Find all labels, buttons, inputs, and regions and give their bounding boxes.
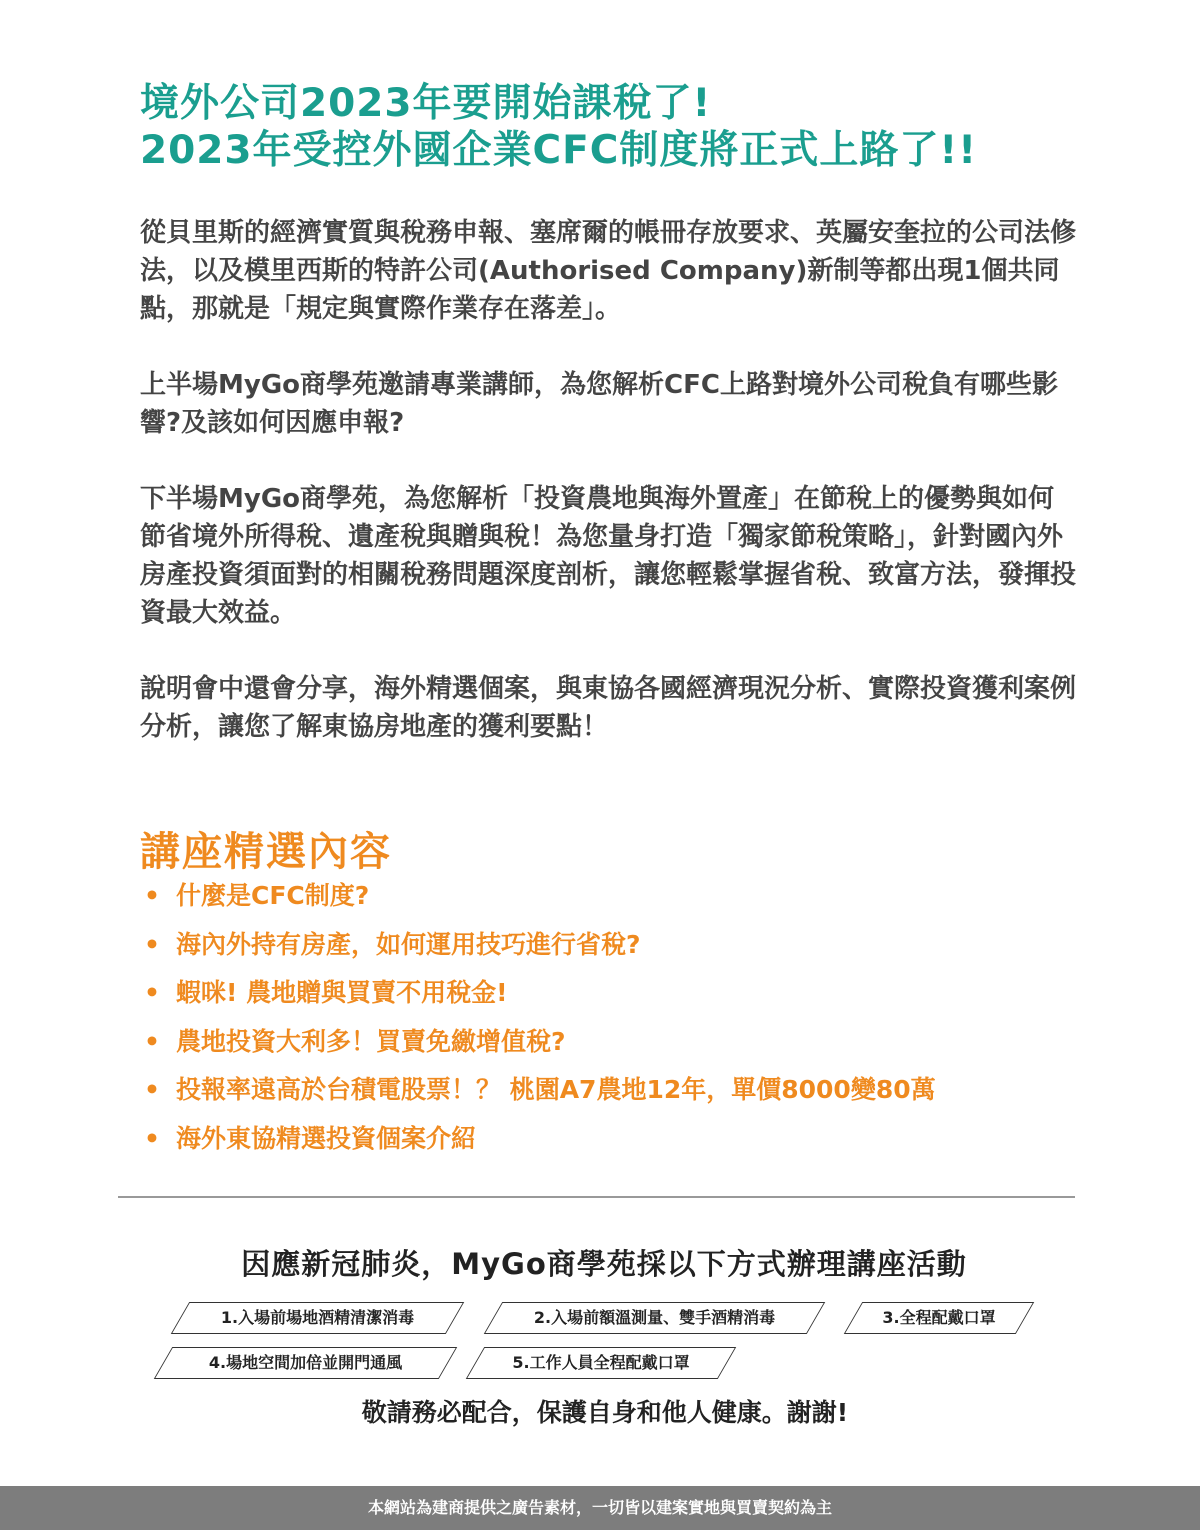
measure-label: 3.全程配戴口罩	[882, 1308, 996, 1327]
measure-label: 4.場地空間加倍並開門通風	[208, 1353, 403, 1372]
headline-line-2: 2023年受控外國企業CFC制度將正式上路了!!	[140, 128, 978, 173]
topic-text: 農地投資大利多！買賣免繳增值稅?	[176, 1026, 566, 1056]
intro-paragraph: 從貝里斯的經濟實質與稅務申報、塞席爾的帳冊存放要求、英屬安奎拉的公司法修法，以及模里西斯的特許公司(Authorised Company)新制等都出現1個共同點，那就是「規定與實際作業存在落差」。	[140, 218, 1077, 324]
measure-label: 5.工作人員全程配戴口罩	[512, 1353, 690, 1372]
measure-tag-2	[493, 1302, 816, 1334]
intro-paragraph: 上半場MyGo商學苑邀請專業講師，為您解析CFC上路對境外公司稅負有哪些影響?及該如何因應申報?	[140, 370, 1058, 438]
topic-text: 投報率遠高於台積電股票！？ 桃園A7農地12年，單價8000變80萬	[176, 1075, 936, 1104]
section-divider	[118, 1196, 1075, 1198]
intro-text	[140, 214, 1080, 784]
topics-list	[144, 872, 936, 1163]
bullet-icon: •	[144, 1123, 160, 1153]
intro-paragraph: 下半場MyGo商學苑，為您解析「投資農地與海外置產」在節稅上的優勢與如何節省境外所得稅、遺產稅與贈與稅！為您量身打造「獨家節稅策略」，針對國內外房產投資須面對的相關稅務問題深度剖析，讓您輕鬆掌握省稅、致富方法，發揮投資最大效益。	[140, 484, 1077, 628]
bullet-icon: •	[144, 1026, 160, 1056]
covid-title: 因應新冠肺炎，MyGo商學苑採以下方式辦理講座活動	[241, 1247, 967, 1281]
headline	[140, 80, 977, 174]
topic-item	[144, 1115, 936, 1164]
topics-title: 講座精選內容	[140, 829, 392, 875]
thanks-message: 敬請務必配合，保護自身和他人健康。謝謝!	[361, 1398, 849, 1427]
topic-item	[144, 1066, 936, 1115]
topic-text: 什麼是CFC制度?	[176, 881, 370, 910]
headline-line-1: 境外公司2023年要開始課稅了!	[140, 81, 712, 126]
topic-text: 海內外持有房產，如何運用技巧進行省稅?	[176, 929, 641, 959]
measure-label: 2.入場前額溫測量、雙手酒精消毒	[533, 1308, 776, 1327]
footer-disclaimer: 本網站為建商提供之廣告素材，一切皆以建案實地與買賣契約為主	[0, 1486, 1200, 1530]
measure-tag-3	[853, 1302, 1025, 1334]
topic-text: 海外東協精選投資個案介紹	[176, 1123, 477, 1153]
topic-item	[144, 872, 936, 921]
topic-item	[144, 969, 936, 1018]
topic-item	[144, 1018, 936, 1067]
measure-label: 1.入場前場地酒精清潔消毒	[220, 1308, 415, 1327]
intro-paragraph: 說明會中還會分享，海外精選個案，與東協各國經濟現況分析、實際投資獲利案例分析，讓您了解東協房地產的獲利要點！	[140, 674, 1077, 742]
bullet-icon: •	[144, 881, 160, 910]
bullet-icon: •	[144, 978, 160, 1007]
topic-text: 蝦咪! 農地贈與買賣不用稅金!	[176, 978, 508, 1007]
bullet-icon: •	[144, 1075, 160, 1104]
measure-tag-5	[475, 1347, 727, 1379]
measure-tag-1	[180, 1302, 455, 1334]
topic-item	[144, 921, 936, 970]
measure-tag-4	[163, 1347, 448, 1379]
bullet-icon: •	[144, 929, 160, 959]
